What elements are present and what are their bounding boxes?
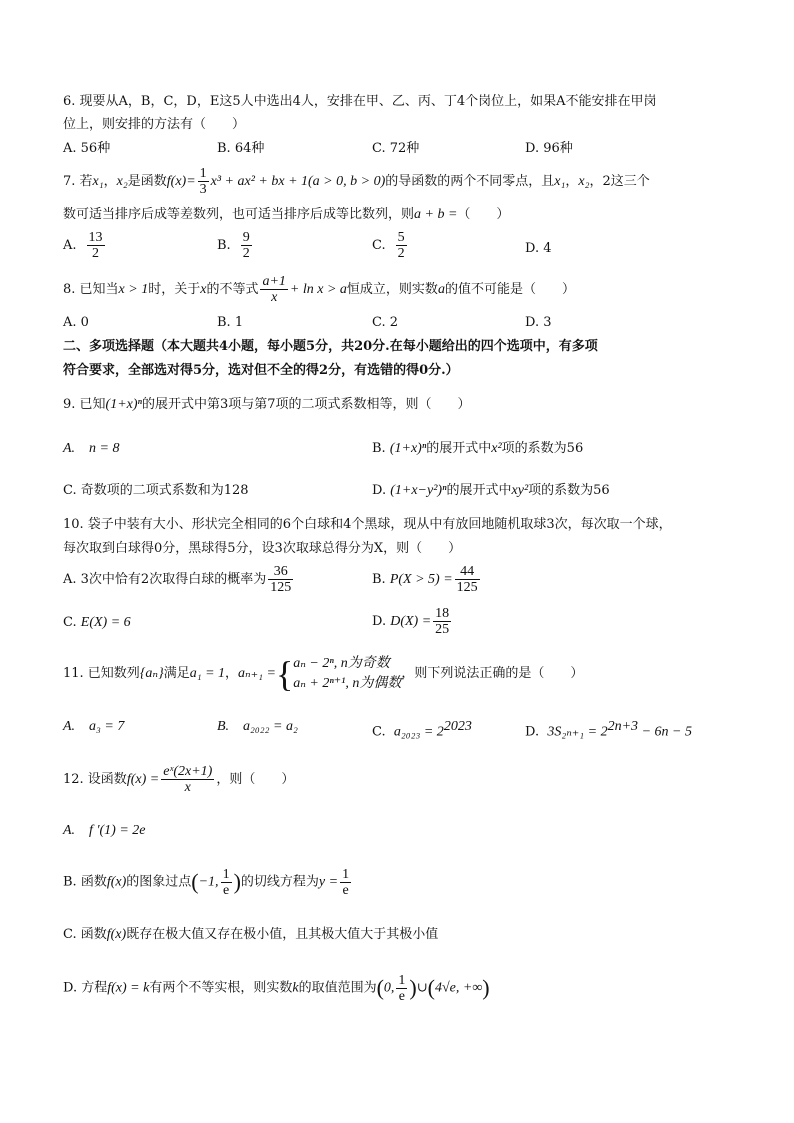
q7-option-c: C. $\frac{5}{2}$ [372, 230, 405, 261]
q6-option-d: D. 96种 [525, 141, 573, 156]
section2-heading-line2: 符合要求，全部选对得5分，选对但不全的得2分，有选错的得0分.） [63, 363, 459, 378]
q9-option-b: B. (1+x)ⁿ的展开式中x²项的系数为56 [372, 441, 584, 456]
q7-option-a: A. $\frac{13}{2}$ [63, 230, 103, 261]
q12-option-a: A. f ′(1) = 2e [63, 823, 146, 838]
q9-option-a: A. n = 8 [63, 441, 120, 456]
q9-option-c: C. 奇数项的二项式系数和为128 [63, 483, 249, 498]
q7-line1: 7. 若x₁，x₂是函数f(x)= $\frac{1}{3}$ x³ + ax² + bx + 1(a > 0, b > 0)的导函数的两个不同零点，且x₁，x₂，2这三个 [63, 166, 650, 197]
q7-line2: 数可适当排序后成等差数列，也可适当排序后成等比数列，则a + b =（ ） [63, 207, 510, 222]
q11-option-b: B. a₂₀₂₂ = a₂ [217, 719, 298, 734]
q11-option-a: A. a₃ = 7 [63, 719, 125, 734]
q12-stem: 12. 设函数f(x) = $\frac{\text{eˣ(2x+1)}}{x}$ ，则（ ） [63, 764, 295, 795]
q10-line2: 每次取到白球得0分，黑球得5分，设3次取球总得分为X，则（ ） [63, 541, 462, 556]
q8-option-d: D. 3 [525, 315, 552, 330]
q11-stem: 11. 已知数列{aₙ}满足a₁ = 1，aₙ₊₁ ={ aₙ − 2ⁿ, n为奇数 aₙ + 2ⁿ⁺¹, n为偶数 ，则下列说法正确的是（ ） [63, 653, 584, 694]
q6-option-c: C. 72种 [372, 141, 420, 156]
q6-option-a: A. 56种 [63, 141, 111, 156]
q6-line2: 位上，则安排的方法有（ ） [63, 117, 246, 132]
q8-option-c: C. 2 [372, 315, 399, 330]
q8-line: 8. 已知当x > 1时，关于x的不等式 $\frac{a+1}{x}$ + ln x > a恒成立，则实数a的值不可能是（ ） [63, 274, 575, 305]
q8-option-b: B. 1 [217, 315, 244, 330]
q10-option-c: C. E(X) = 6 [63, 615, 131, 630]
q10-option-a: A. 3次中恰有2次取得白球的概率为 $\frac{36}{125}$ [63, 564, 292, 595]
q10-option-d: D. D(X) = $\frac{18}{25}$ [372, 606, 450, 637]
q8-option-a: A. 0 [63, 315, 89, 330]
q7-fraction: $\frac{1}{3}$ [199, 166, 207, 197]
q10-line1: 10. 袋子中装有大小、形状完全相同的6个白球和4个黑球，现从中有放回地随机取球3次，每次取一个球， [63, 517, 672, 532]
q7-option-d: D. 4 [525, 241, 552, 256]
section2-heading-line1: 二、多项选择题（本大题共4小题，每小题5分，共20分.在每小题给出的四个选项中，有多项 [63, 339, 598, 354]
q12-option-d: D. 方程f(x) = k有两个不等实根，则实数k的取值范围为(0, $\frac{1}{e}$ )∪(4√e, +∞) [63, 972, 490, 1004]
q6-line1: 6. 现要从A，B，C，D，E这5人中选出4人，安排在甲、乙、丙、丁4个岗位上，如果A不能安排在甲岗 [63, 94, 657, 109]
q11-option-c: C. $a_{2023} = 2^{2023}$ [372, 719, 472, 740]
q6-option-b: B. 64种 [217, 141, 265, 156]
q10-option-b: B. P(X > 5) = $\frac{44}{125}$ [372, 564, 478, 595]
q12-option-c: C. 函数f(x)既存在极大值又存在极小值，且其极大值大于其极小值 [63, 927, 439, 942]
q11-piecewise: aₙ − 2ⁿ, n为奇数 aₙ + 2ⁿ⁺¹, n为偶数 [293, 655, 402, 691]
q12-option-b: B. 函数f(x)的图象过点(−1, $\frac{1}{e}$ )的切线方程为y = $\frac{1}{e}$ [63, 866, 350, 898]
q9-option-d: D. (1+x−y²)ⁿ的展开式中xy²项的系数为56 [372, 483, 610, 498]
q9-stem: 9. 已知(1+x)ⁿ的展开式中第3项与第7项的二项式系数相等，则（ ） [63, 397, 471, 412]
q7-option-b: B. $\frac{9}{2}$ [217, 230, 250, 261]
q11-option-d: D. $3S_{2n+1} = 2^{2n+3} - 6n - 5$ [525, 719, 692, 740]
